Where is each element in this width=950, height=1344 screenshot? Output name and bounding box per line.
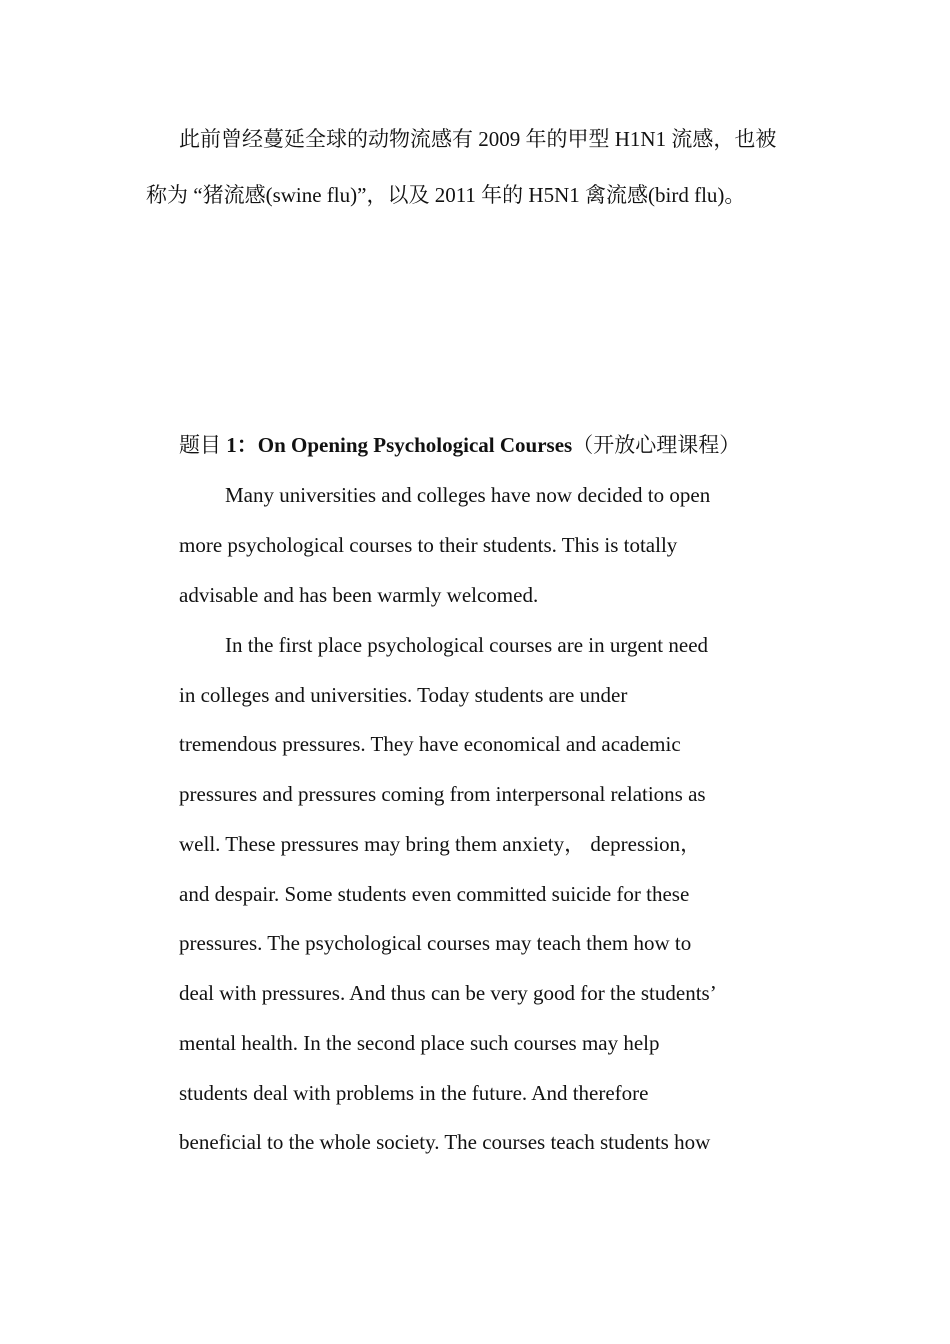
essay-line: in colleges and universities. Today students are under — [179, 683, 628, 707]
essay-line: pressures. The psychological courses may teach them how to — [179, 931, 692, 955]
title-prefix: 题目 — [179, 433, 227, 457]
essay-line: students deal with problems in the future. And therefore — [179, 1081, 649, 1105]
essay-line: advisable and has been warmly welcomed. — [179, 583, 539, 607]
essay-line: deal with pressures. And thus can be very good for the students’ — [179, 981, 717, 1005]
intro-line: 称为 “猪流感(swine flu)”，以及 2011 年的 H5N1 禽流感(bird flu)。 — [146, 183, 746, 207]
title-bold: 1：On Opening Psychological Courses — [226, 433, 573, 457]
essay-line: well. These pressures may bring them anxiety， depression， — [179, 832, 702, 856]
essay-line: In the first place psychological courses are in urgent need — [225, 633, 709, 657]
essay-line: and despair. Some students even committed suicide for these — [179, 882, 690, 906]
essay-title — [179, 432, 740, 458]
intro-line: 此前曾经蔓延全球的动物流感有 2009 年的甲型 H1N1 流感，也被 — [179, 127, 777, 151]
essay-line: pressures and pressures coming from interpersonal relations as — [179, 782, 706, 806]
essay-line: more psychological courses to their students. This is totally — [179, 533, 678, 557]
essay-line: Many universities and colleges have now decided to open — [225, 483, 711, 507]
title-suffix: （开放心理课程） — [572, 433, 741, 457]
essay-line: tremendous pressures. They have economical and academic — [179, 732, 681, 756]
essay-line: mental health. In the second place such courses may help — [179, 1031, 660, 1055]
essay-line: beneficial to the whole society. The courses teach students how — [179, 1130, 711, 1154]
